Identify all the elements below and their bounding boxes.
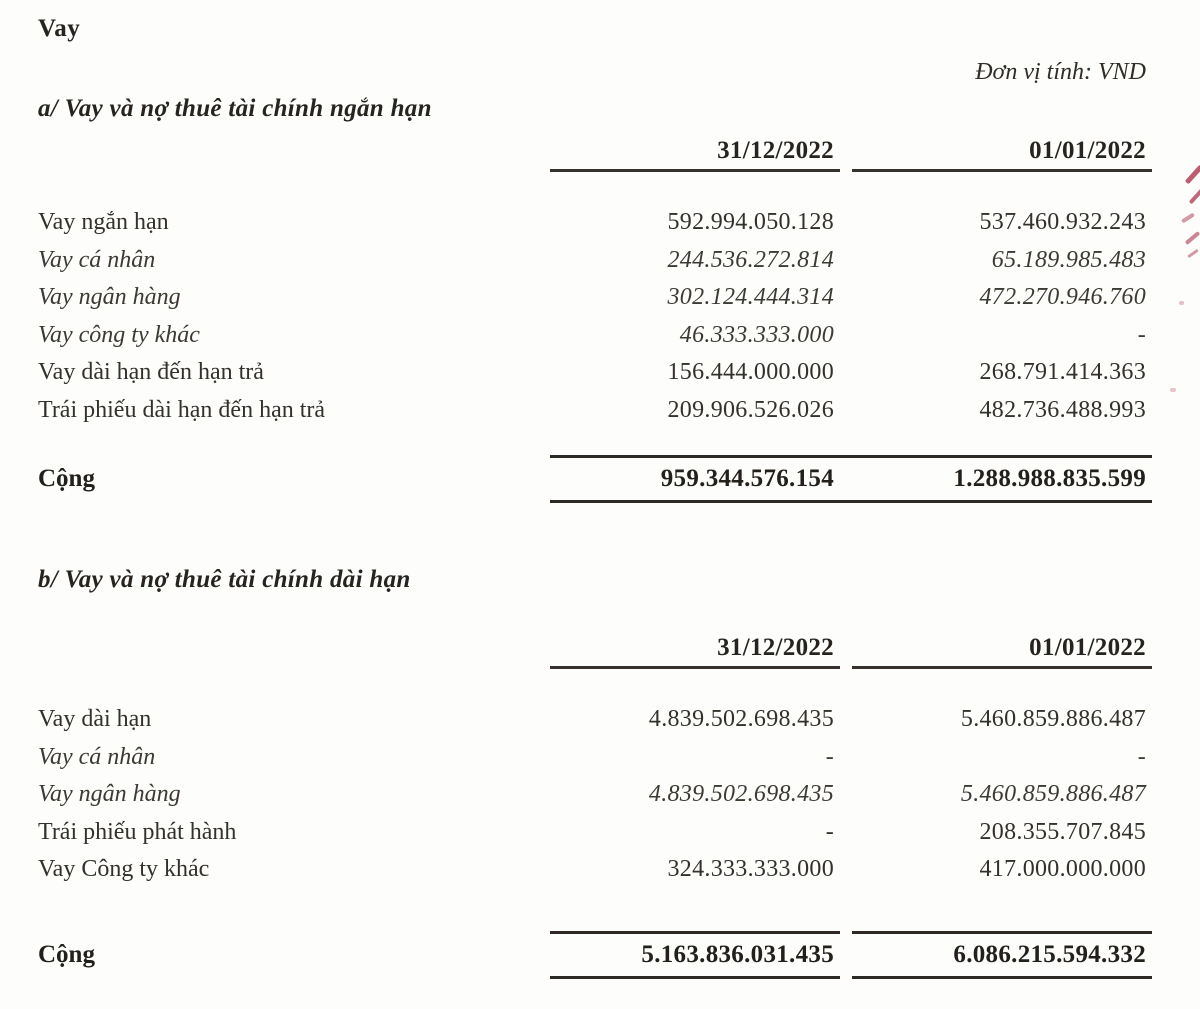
table-row xyxy=(38,242,1152,280)
row-label: Vay ngân hàng xyxy=(38,781,181,807)
row-value-col1: 302.124.444.314 xyxy=(667,284,834,310)
row-label: Vay công ty khác xyxy=(38,321,200,348)
row-label: Trái phiếu dài hạn đến hạn trả xyxy=(38,396,326,423)
row-label: Vay dài hạn đến hạn trả xyxy=(38,359,264,385)
row-value-col1: 156.444.000.000 xyxy=(667,359,834,385)
column-header-date-1: 31/12/2022 xyxy=(550,635,840,669)
column-header-date-2: 01/01/2022 xyxy=(852,138,1152,172)
table-row xyxy=(38,776,1152,814)
row-value-col1: 324.333.333.000 xyxy=(667,856,834,882)
unit-label: Đơn vị tính: VND xyxy=(975,59,1146,85)
row-value-col1: 4.839.502.698.435 xyxy=(648,781,834,807)
row-value-col1: 209.906.526.026 xyxy=(667,396,834,423)
stamp-mark-icon xyxy=(1185,165,1200,185)
row-value-col2: 537.460.932.243 xyxy=(979,209,1146,235)
table-body xyxy=(38,701,1152,889)
row-label: Vay cá nhân xyxy=(38,246,156,273)
row-value-col2: 5.460.859.886.487 xyxy=(960,706,1146,732)
row-value-col1: - xyxy=(825,743,834,770)
total-label: Cộng xyxy=(38,465,95,492)
table-row xyxy=(38,279,1152,317)
table-row xyxy=(38,739,1152,777)
table-row xyxy=(38,204,1152,242)
stamp-mark-icon xyxy=(1181,213,1195,224)
total-values xyxy=(550,455,1152,503)
section-heading-long-term: b/ Vay và nợ thuê tài chính dài hạn xyxy=(38,566,411,593)
table-row xyxy=(38,392,1152,430)
total-value-col1: 959.344.576.154 xyxy=(660,465,834,492)
stamp-mark-icon xyxy=(1185,231,1200,245)
table-row xyxy=(38,851,1152,889)
total-label: Cộng xyxy=(38,940,95,968)
total-value-col1: 5.163.836.031.435 xyxy=(550,931,840,979)
total-value-col2: 6.086.215.594.332 xyxy=(852,931,1152,979)
table-row xyxy=(38,814,1152,852)
table-row xyxy=(38,317,1152,355)
section-long-term-loans xyxy=(38,565,1152,979)
table-row xyxy=(38,701,1152,739)
stamp-mark-icon xyxy=(1189,188,1200,205)
table-header-row xyxy=(38,138,1152,172)
row-label: Vay cá nhân xyxy=(38,743,156,770)
row-label: Vay ngắn hạn xyxy=(38,209,169,235)
stamp-mark-icon xyxy=(1179,301,1184,305)
row-label: Trái phiếu phát hành xyxy=(38,818,237,845)
row-value-col2: 268.791.414.363 xyxy=(979,359,1146,385)
table-header-row xyxy=(38,635,1152,669)
row-value-col2: 208.355.707.845 xyxy=(979,818,1146,845)
table-row xyxy=(38,354,1152,392)
row-value-col1: 592.994.050.128 xyxy=(667,209,834,235)
row-value-col2: - xyxy=(1137,321,1146,348)
total-value-col2: 1.288.988.835.599 xyxy=(953,465,1146,492)
row-label: Vay dài hạn xyxy=(38,706,152,732)
row-value-col1: 4.839.502.698.435 xyxy=(648,706,834,732)
row-value-col2: 472.270.946.760 xyxy=(979,284,1146,310)
total-row xyxy=(38,931,1152,979)
row-value-col1: - xyxy=(825,818,834,845)
row-value-col1: 244.536.272.814 xyxy=(667,246,834,273)
stamp-mark-icon xyxy=(1187,249,1199,258)
section-short-term-loans xyxy=(38,94,1152,503)
row-label: Vay Công ty khác xyxy=(38,856,210,882)
row-label: Vay ngân hàng xyxy=(38,284,181,310)
stamp-mark-icon xyxy=(1170,388,1176,392)
total-row xyxy=(38,455,1152,503)
row-value-col1: 46.333.333.000 xyxy=(679,321,834,348)
total-values xyxy=(550,931,1152,979)
page-title: Vay xyxy=(38,15,81,42)
column-header-date-1: 31/12/2022 xyxy=(550,138,840,172)
row-value-col2: 5.460.859.886.487 xyxy=(960,781,1146,807)
table-body xyxy=(38,204,1152,429)
row-value-col2: - xyxy=(1137,743,1146,770)
column-header-date-2: 01/01/2022 xyxy=(852,635,1152,669)
section-heading-short-term: a/ Vay và nợ thuê tài chính ngắn hạn xyxy=(38,95,432,122)
row-value-col2: 482.736.488.993 xyxy=(979,396,1146,423)
row-value-col2: 65.189.985.483 xyxy=(991,246,1146,273)
row-value-col2: 417.000.000.000 xyxy=(979,856,1146,882)
